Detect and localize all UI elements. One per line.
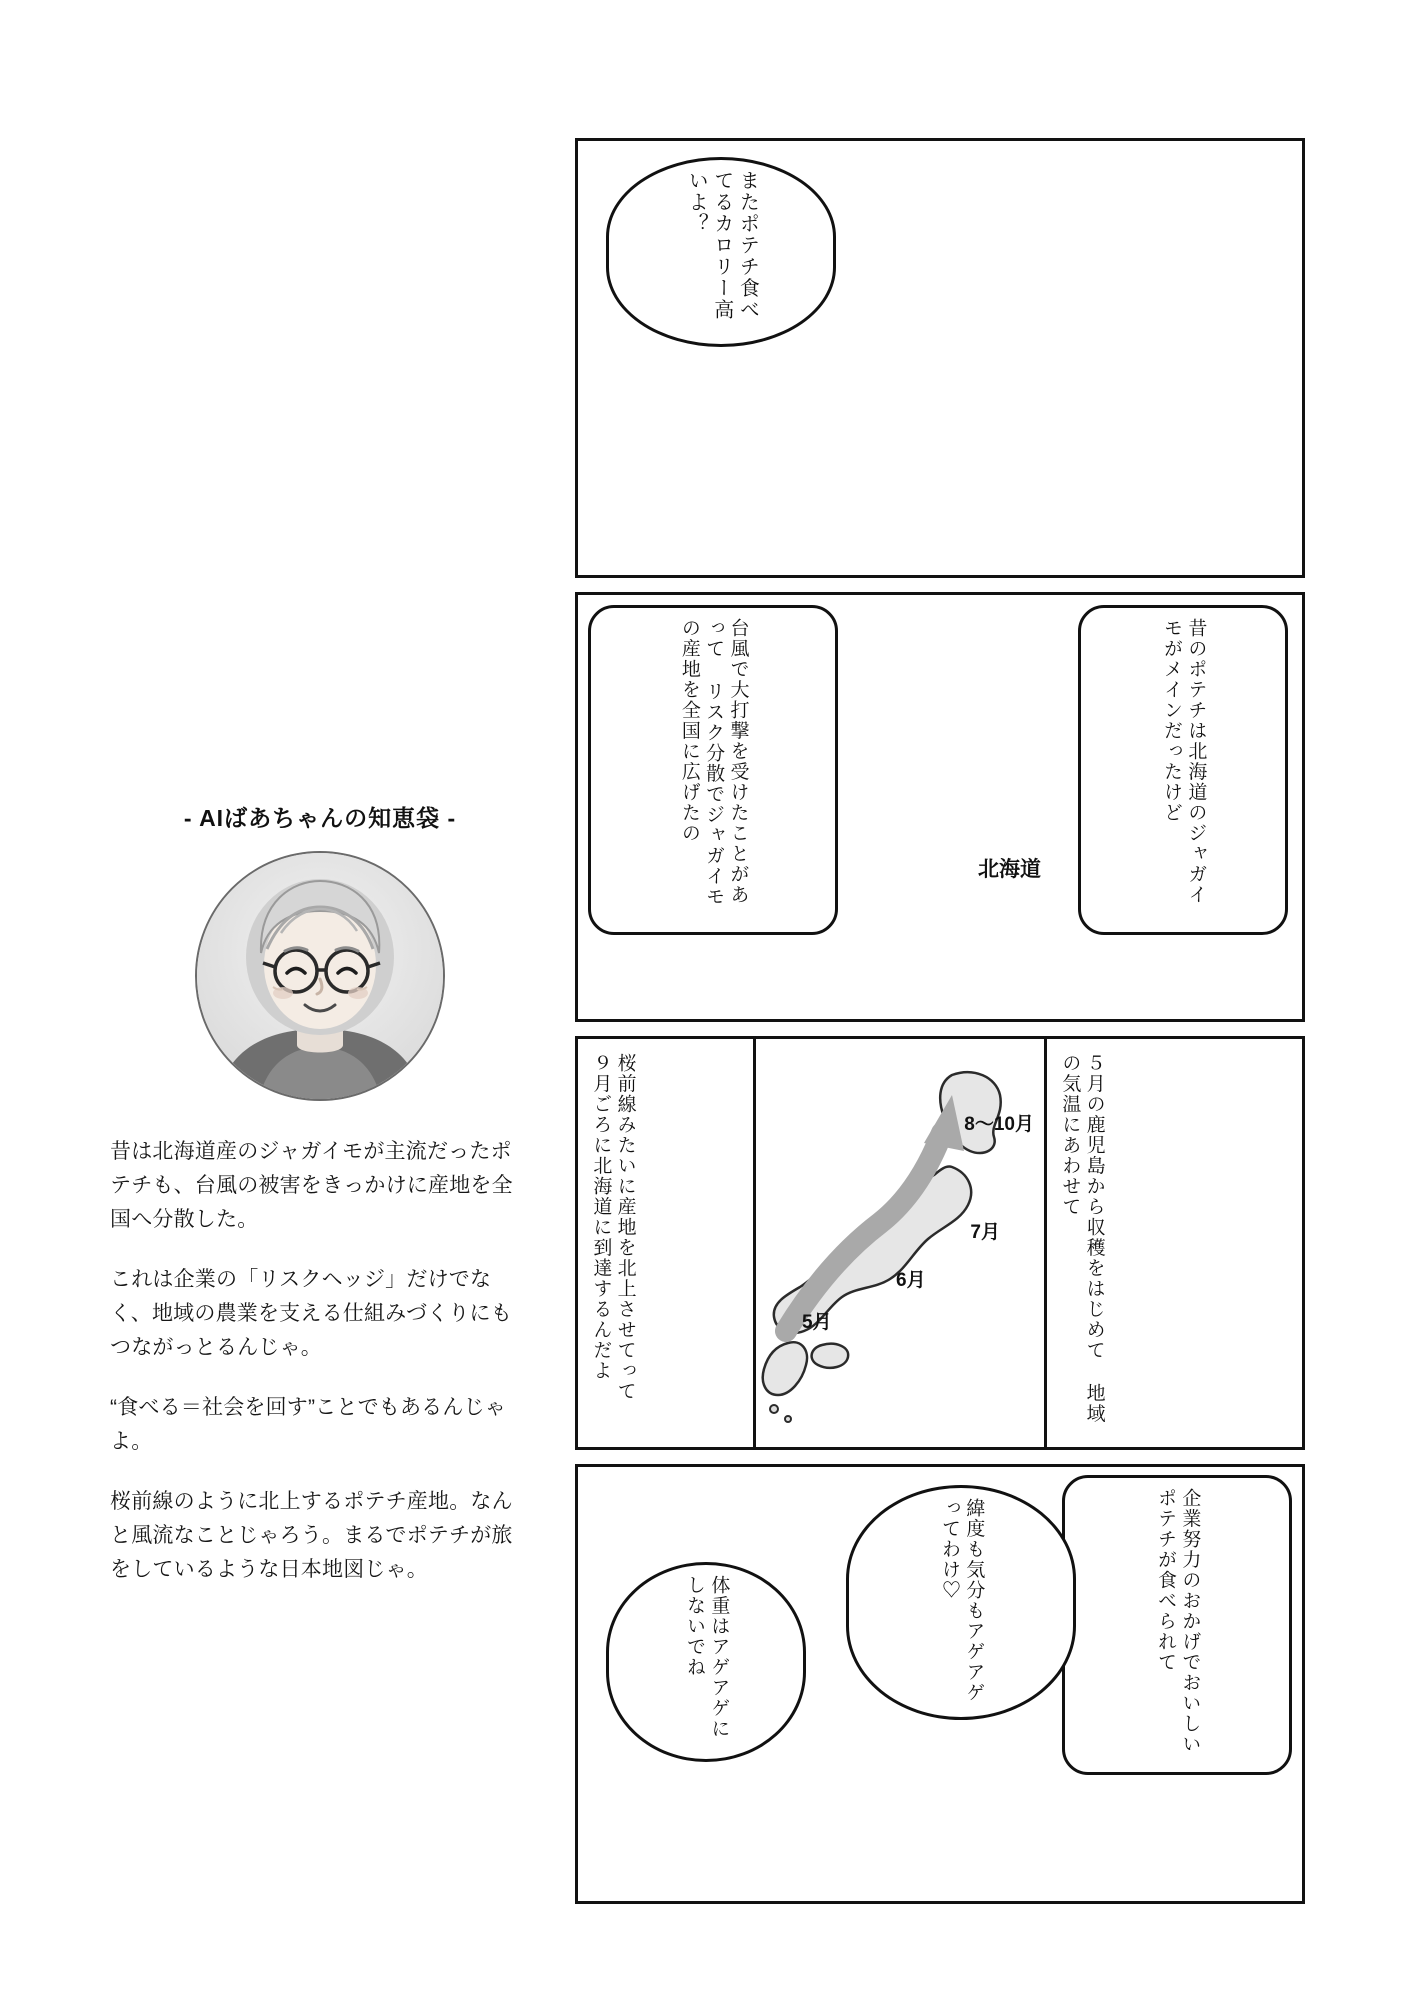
grandma-paragraph-2: これは企業の「リスクヘッジ」だけでなく、地域の農業を支える仕組みづくりにもつながっとるんじゃ。	[110, 1268, 512, 1360]
panel2-speech-bubble-left	[588, 605, 838, 935]
comic-panel-2	[575, 592, 1305, 1022]
panel1-speech-text: またポテチ食べてるカロリー高いよ？	[685, 170, 759, 321]
panel3-map-label-jul: 7月	[970, 1222, 1000, 1243]
panel4-speech-text-mid: 緯度も気分もアゲアゲってわけ♡	[939, 1498, 985, 1703]
panel3-text-right: ５月の鹿児島から収穫をはじめて 地域の気温にあわせて	[1059, 1053, 1105, 1424]
comic-panel-1	[575, 138, 1305, 578]
comic-strip	[575, 138, 1305, 1918]
panel4-speech-bubble-left	[606, 1562, 806, 1762]
panel3-map-label-may: 5月	[802, 1312, 832, 1333]
panel4-speech-bubble-mid	[846, 1485, 1076, 1720]
panel3-right-cell	[1044, 1039, 1302, 1447]
panel3-text-left: 桜前線みたいに産地を北上させてって ９月ごろに北海道に到達するんだよ	[590, 1053, 636, 1402]
panel2-map-label-hokkaido: 北海道	[978, 858, 1041, 881]
comic-panel-3	[575, 1036, 1305, 1450]
panel3-map-label-jun: 6月	[896, 1270, 926, 1291]
sidebar-column	[110, 800, 530, 1613]
grandma-paragraph-4: 桜前線のように北上するポテチ産地。なんと風流なことじゃろう。まるでポテチが旅をしているような日本地図じゃ。	[110, 1490, 513, 1582]
grandma-portrait-icon	[197, 853, 443, 1099]
grandma-paragraph-3: “食べる＝社会を回す”ことでもあるんじゃよ。	[110, 1396, 506, 1454]
panel4-speech-text-left: 体重はアゲアゲにしないでね	[684, 1575, 730, 1739]
comic-panel-4	[575, 1464, 1305, 1904]
grandma-paragraph-1: 昔は北海道産のジャガイモが主流だったポテチも、台風の被害をきっかけに産地を全国へ分散した。	[110, 1140, 513, 1232]
panel3-left-cell	[578, 1039, 756, 1447]
grandma-text-body	[110, 1135, 530, 1587]
panel2-speech-text-left: 台風で大打撃を受けたことがあって リスク分散でジャガイモの産地を全国に広げたの	[678, 618, 749, 907]
panel2-speech-text-right: 昔のポテチは北海道のジャガイモがメインだったけど	[1161, 618, 1207, 905]
panel4-speech-text-right: 企業努力のおかげでおいしいポテチが食べられて	[1155, 1488, 1201, 1755]
panel4-speech-bubble-right	[1062, 1475, 1292, 1775]
panel3-map-label-aug-oct: 8〜10月	[964, 1114, 1034, 1135]
panel2-speech-bubble-right	[1078, 605, 1288, 935]
grandma-section-title: - AIばあちゃんの知恵袋 -	[183, 805, 457, 831]
panel3-map-cell	[756, 1039, 1044, 1447]
panel1-speech-bubble	[606, 157, 836, 347]
avatar	[195, 851, 445, 1101]
